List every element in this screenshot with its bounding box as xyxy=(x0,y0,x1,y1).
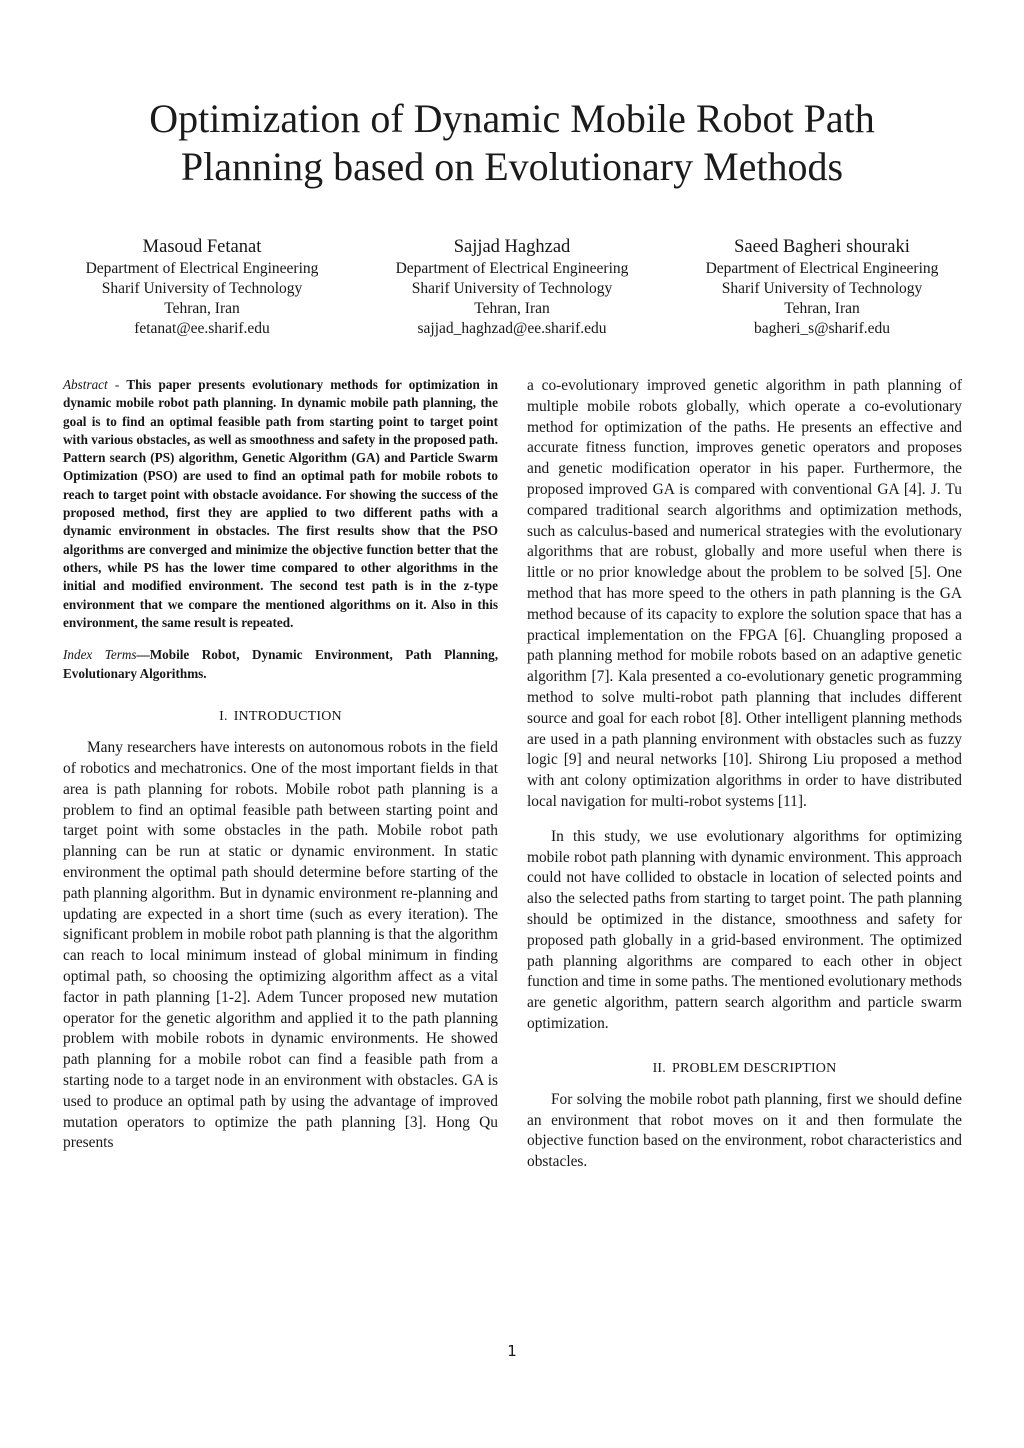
author-city: Tehran, Iran xyxy=(784,300,860,317)
abstract-label: Abstract xyxy=(63,377,108,392)
author-name: Sajjad Haghzad xyxy=(453,237,571,257)
section-heading-introduction xyxy=(63,709,498,725)
author-university: Sharif University of Technology xyxy=(101,280,303,297)
abstract-dash: - xyxy=(107,377,127,392)
title-line-1: Optimization of Dynamic Mobile Robot Path xyxy=(149,96,875,141)
author-university: Sharif University of Technology xyxy=(721,280,923,297)
section-heading-problem-description xyxy=(527,1061,962,1077)
author-name: Saeed Bagheri shouraki xyxy=(734,237,910,257)
section-title: INTRODUCTION xyxy=(233,709,342,725)
author-name: Masoud Fetanat xyxy=(142,237,262,257)
section-number: II. xyxy=(652,1060,666,1076)
author-email: sajjad_haghzad@ee.sharif.edu xyxy=(417,320,607,337)
author-2 xyxy=(357,236,667,339)
author-3 xyxy=(667,236,977,339)
author-department: Department of Electrical Engineering xyxy=(85,260,319,277)
author-1 xyxy=(47,236,357,339)
index-terms-dash: — xyxy=(136,647,150,663)
title-line-2: Planning based on Evolutionary Methods xyxy=(180,144,844,189)
intro-paragraph-1-continued: a co-evolutionary improved genetic algorithm in path planning of multiple mobile robots globally, which operate a co-evolutionary method for optimization of the paths. He presents an effective and accurate fitness function, improves genetic operators and proposes and genetic modification operator in his paper. Furthermore, the proposed improved GA is compared with conventional GA [4]. J. Tu compared traditional search algorithms and optimization methods, such as calculus-based and numerical strategies with the evolutionary algorithms that are robust, globally and more useful when there is little or no prior knowledge about the problem to be solved [5]. One method that has more speed to the others in path planning is the GA method because of its capacity to explore the solution space that has a practical implementation on the FPGA [6]. Chuangling proposed a path planning method for mobile robots based on an adaptive genetic algorithm [7]. Kala presented a co-evolutionary genetic programming method to solve multi-robot path planning that includes different source and goal for each robot [8]. Other intelligent planning methods are used in a path planning environment with obstacles such as fuzzy logic [9] and neural networks [10]. Shirong Liu proposed a method with ant colony optimization algorithms in order to have distributed local navigation for multi-robot systems [11]. xyxy=(527,377,962,810)
abstract-text: This paper presents evolutionary methods for optimization in dynamic mobile robot path planning. In dynamic mobile path planning, the goal is to find an optimal feasible path from starting point to target point with various obstacles, as well as smoothness and safety in the proposed path. Pattern search (PS) algorithm, Genetic Algorithm (GA) and Particle Swarm Optimization (PSO) are used to find an optimal path for mobile robots to reach to target point with obstacle avoidance. For showing the success of the proposed method, first they are applied to two different paths with a dynamic environment in obstacles. The first results show that the PSO algorithms are converged and minimize the objective function better that the others, while PS has the lower time compared to other algorithms in the initial and modified environment. The second test path is in the z-type environment that we compare the mentioned algorithms on it. Also in this environment, the same result is repeated. xyxy=(63,377,498,630)
page-number: 1 xyxy=(507,1342,517,1360)
intro-paragraph-2: In this study, we use evolutionary algorithms for optimizing mobile robot path planning with dynamic environment. This approach could not have collided to obstacle in location of selected points and also the selected paths from starting to target point. The path planning should be optimized in the distance, smoothness and safety for proposed path globally in a grid-based environment. The optimized path planning algorithms are compared to each other in object function and time in some paths. The mentioned evolutionary methods are genetic algorithm, pattern search algorithm and particle swarm optimization. xyxy=(527,827,962,1032)
index-terms-label: Index Terms xyxy=(63,647,137,663)
problem-paragraph-1: For solving the mobile robot path planning, first we should define an environment that robot moves on it and then formulate the objective function based on the environment, robot characteristics and obstacles. xyxy=(527,1090,962,1171)
abstract xyxy=(63,376,498,632)
right-column xyxy=(527,376,962,1173)
intro-paragraph-1: Many researchers have interests on autonomous robots in the field of robotics and mechatronics. One of the most important fields in that area is path planning for robots. Mobile robot path planning is a problem to find an optimal feasible path between starting point and target point with some obstacles in the path. Mobile robot path planning can be run at static or dynamic environment. In static environment the optimal path should determine before starting of the path planning algorithm. But in dynamic environment re-planning and updating are expected in a short time (such as every iteration). The significant problem in mobile robot path planning is that the algorithm can reach to local minimum instead of global minimum in finding optimal path, so choosing the optimizing algorithm affect as a vital factor in path planning [1-2]. Adem Tuncer proposed new mutation operator for the genetic algorithm and applied it to the path planning problem with mobile robots in dynamic environments. He showed path planning for a mobile robot can find a feasible path from a starting node to a target node in an environment with obstacles. GA is used to produce an optimal path by using the advantage of improved mutation operators to optimize the path planning [3]. Hong Qu presents xyxy=(63,739,498,1152)
author-university: Sharif University of Technology xyxy=(411,280,613,297)
section-title: PROBLEM DESCRIPTION xyxy=(672,1060,837,1076)
author-department: Department of Electrical Engineering xyxy=(395,260,629,277)
author-city: Tehran, Iran xyxy=(164,300,240,317)
paper-title xyxy=(60,95,964,191)
author-email: bagheri_s@sharif.edu xyxy=(753,320,891,337)
author-city: Tehran, Iran xyxy=(474,300,550,317)
section-number: I. xyxy=(219,709,228,725)
author-email: fetanat@ee.sharif.edu xyxy=(134,320,270,337)
author-department: Department of Electrical Engineering xyxy=(705,260,939,277)
left-column xyxy=(63,376,498,1154)
index-terms xyxy=(63,645,498,683)
index-terms-text: Mobile Robot, Dynamic Environment, Path Planning, Evolutionary Algorithms. xyxy=(63,647,498,682)
